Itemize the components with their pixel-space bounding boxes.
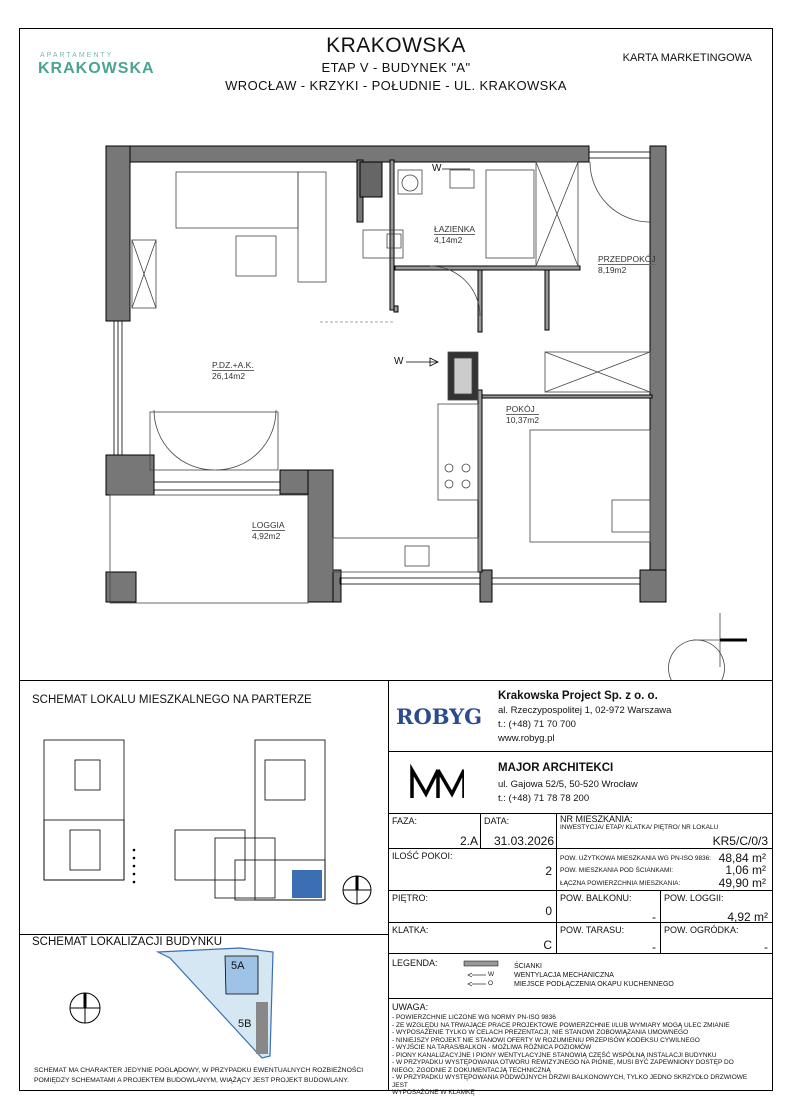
- schema-ground-title: SCHEMAT LOKALU MIESZKALNEGO NA PARTERZE: [32, 694, 312, 706]
- project-title: KRAKOWSKA: [326, 34, 466, 57]
- architect-name: MAJOR ARCHITEKCI: [498, 762, 614, 774]
- data-label: DATA:: [484, 816, 510, 826]
- room-loggia-area: 4,92m2: [252, 531, 281, 541]
- architect-address: ul. Gajowa 52/5, 50-520 Wrocław: [498, 779, 638, 790]
- card-type: KARTA MARKETINGOWA: [622, 52, 752, 64]
- building-b-label: 5B: [238, 1018, 252, 1030]
- major-architekci-logo: [408, 764, 464, 804]
- notes-list: [392, 1014, 764, 1097]
- klatka-value: C: [543, 938, 552, 952]
- wall-corner: [106, 572, 136, 602]
- room-bedroom-area: 10,37m2: [506, 415, 540, 425]
- loggia-label: POW. LOGGII:: [664, 893, 724, 903]
- ogrodek-value: -: [764, 940, 768, 954]
- room-living-name: P.DZ.+A.K.: [212, 360, 254, 370]
- divider: [19, 680, 773, 681]
- room-living-area: 26,14m2: [212, 371, 246, 381]
- wall-left-lower: [106, 455, 154, 495]
- nr-sublabel: INWESTYCJA/ ETAP/ KLATKA/ PIĘTRO/ NR LOKALU: [560, 824, 719, 831]
- room-bathroom-name: ŁAZIENKA: [434, 224, 476, 234]
- legend-item-ventilation: WENTYLACJA MECHANICZNA: [514, 972, 614, 979]
- data-value: 31.03.2026: [493, 834, 554, 848]
- room-loggia: [252, 520, 285, 541]
- nr-value: KR5/C/0/3: [712, 834, 768, 848]
- divider: [388, 953, 773, 954]
- location-title: WROCŁAW - KRZYKI - POŁUDNIE - UL. KRAKOWSKA: [225, 78, 567, 93]
- area2-label: POW. MIESZKANIA POD ŚCIANKAMI:: [560, 867, 674, 874]
- schema-disclaimer: SCHEMAT MA CHARAKTER JEDYNIE POGLĄDOWY, W PRZYPADKU EWENTUALNYCH ROZBIEŻNOŚCI POMIĘDZY SCHEMATAMI A PROJEKTEM BUDOWLANYM, WIĄŻĄCY JEST PROJEKT BUDOWLANY.: [34, 1067, 364, 1084]
- divider: [19, 934, 388, 935]
- balkon-label: POW. BALKONU:: [560, 893, 632, 903]
- brand-logo-top: APARTAMENTY: [40, 52, 114, 59]
- legend-o: O: [488, 980, 494, 987]
- highlighted-unit: [292, 870, 322, 898]
- developer-address: al. Rzeczypospolitej 1, 02-972 Warszawa: [498, 705, 672, 716]
- notes-title: UWAGA:: [392, 1002, 429, 1012]
- note-item: - W PRZYPADKU WYSTĘPOWANIA OTWORU REWIZYJNEGO NA PIONIE, MUSI BYĆ ZAPEWNIONY DOSTĘP DO: [392, 1059, 734, 1066]
- note-item: WYPOSAŻONE W KLAMKĘ: [392, 1089, 475, 1096]
- area1-value: 48,84 m²: [718, 851, 766, 865]
- area3-label: ŁĄCZNA POWIERZCHNIA MIESZKANIA:: [560, 880, 681, 887]
- brand-logo: KRAKOWSKA: [38, 60, 155, 77]
- room-hall-name: PRZEDPOKÓJ: [598, 254, 656, 264]
- room-hall: [598, 254, 656, 275]
- developer-phone: t.: (+48) 71 70 700: [498, 719, 576, 730]
- divider: [388, 680, 389, 1091]
- room-bathroom-area: 4,14m2: [434, 235, 463, 245]
- divider: [388, 890, 773, 891]
- room-living: [212, 360, 254, 381]
- note-item: - POWIERZCHNIE LICZONE WG NORMY PN-ISO 9836: [392, 1014, 556, 1021]
- note-item: - WYPOSAŻENIE TYLKO W CELACH PREZENTACJI, NIE STANOWI ZOBOWIĄZANIA UMOWNEGO: [392, 1029, 689, 1036]
- room-bedroom: [506, 404, 539, 425]
- ventilation-label-living: W: [394, 356, 404, 367]
- legend-item-walls: ŚCIANKI: [514, 963, 543, 970]
- room-bathroom: [434, 224, 475, 245]
- wall-top: [106, 146, 589, 162]
- divider: [388, 751, 773, 752]
- room-hall-area: 8,19m2: [598, 265, 627, 275]
- nr-label: NR MIESZKANIA:: [560, 814, 633, 824]
- taras-value: -: [652, 940, 656, 954]
- divider: [388, 922, 773, 923]
- pietro-label: PIĘTRO:: [392, 893, 429, 903]
- note-item: - NINIEJSZY PROJEKT NIE STANOWI OFERTY W ROZUMIENIU PRZEPISÓW KODEKSU CYWILNEGO: [392, 1036, 700, 1044]
- area2-value: 1,06 m²: [725, 863, 766, 877]
- area3-value: 49,90 m²: [718, 876, 766, 890]
- schema-location-title: SCHEMAT LOKALIZACJI BUDYNKU: [32, 936, 223, 948]
- wall-column: [308, 470, 333, 602]
- loggia-value: 4,92 m²: [727, 910, 768, 924]
- stage-title: ETAP V - BUDYNEK "A": [321, 60, 471, 75]
- building-a-label: 5A: [231, 960, 245, 972]
- room-bedroom-name: POKÓJ: [506, 404, 539, 415]
- architect-phone: t.: (+48) 71 78 78 200: [498, 793, 590, 804]
- architect-contact: [498, 778, 638, 806]
- note-item: - PIONY KANALIZACYJNE I PIONY WENTYLACYJNE STANOWIĄ CZĘŚĆ WSPÓLNĄ INSTALACJI BUDYNKU: [392, 1051, 717, 1059]
- pokoi-value: 2: [545, 864, 552, 878]
- taras-label: POW. TARASU:: [560, 925, 625, 935]
- ventilation-label-bath: W: [432, 163, 442, 174]
- faza-value: 2.A: [459, 834, 478, 848]
- wall-left-upper: [106, 146, 130, 321]
- pietro-value: 0: [545, 904, 552, 918]
- legend-symbols: [462, 960, 512, 992]
- pokoi-label: ILOŚĆ POKOI:: [392, 851, 453, 861]
- legend-item-hood: MIEJSCE PODŁĄCZENIA OKAPU KUCHENNEGO: [514, 981, 674, 988]
- legend-items: [514, 962, 674, 989]
- ogrodek-label: POW. OGRÓDKA:: [664, 925, 739, 935]
- legend-title: LEGENDA:: [392, 958, 438, 968]
- robyg-logo: ROBYG: [396, 704, 483, 729]
- schema-location-map: [30, 946, 380, 1076]
- divider: [388, 998, 773, 999]
- legend-w: W: [488, 971, 495, 978]
- divider: [388, 848, 773, 849]
- note-item: - WYJŚCIE NA TARAS/BALKON - MOŻLIWA RÓŻNICA POZIOMÓW: [392, 1044, 592, 1051]
- schema-ground-plan: [30, 730, 380, 930]
- wall-right: [650, 146, 666, 602]
- developer-web[interactable]: www.robyg.pl: [498, 733, 555, 744]
- faza-label: FAZA:: [392, 816, 418, 826]
- note-item: NIEGO, ZGODNIE Z DOKUMENTACJĄ TECHNICZNĄ: [392, 1066, 551, 1074]
- note-item: - ZE WZGLĘDU NA TRWAJĄCE PRACE PROJEKTOWE POWIERZCHNIE I/LUB WYMIARY MOGĄ ULEC ZMIANIE: [392, 1021, 730, 1029]
- area1-label: POW. UŻYTKOWA MIESZKANIA WG PN-ISO 9836:: [560, 855, 712, 862]
- note-item: - W PRZYPADKU WYSTĘPOWANIA PODWÓJNYCH DRZWI BALKONOWYCH, TYLKO JEDNO SKRZYDŁO DRZWIOWE JEST: [392, 1074, 748, 1089]
- developer-contact: [498, 704, 671, 746]
- klatka-label: KLATKA:: [392, 925, 429, 935]
- balkon-value: -: [652, 910, 656, 924]
- developer-name: Krakowska Project Sp. z o. o.: [498, 690, 658, 702]
- room-loggia-name: LOGGIA: [252, 520, 285, 530]
